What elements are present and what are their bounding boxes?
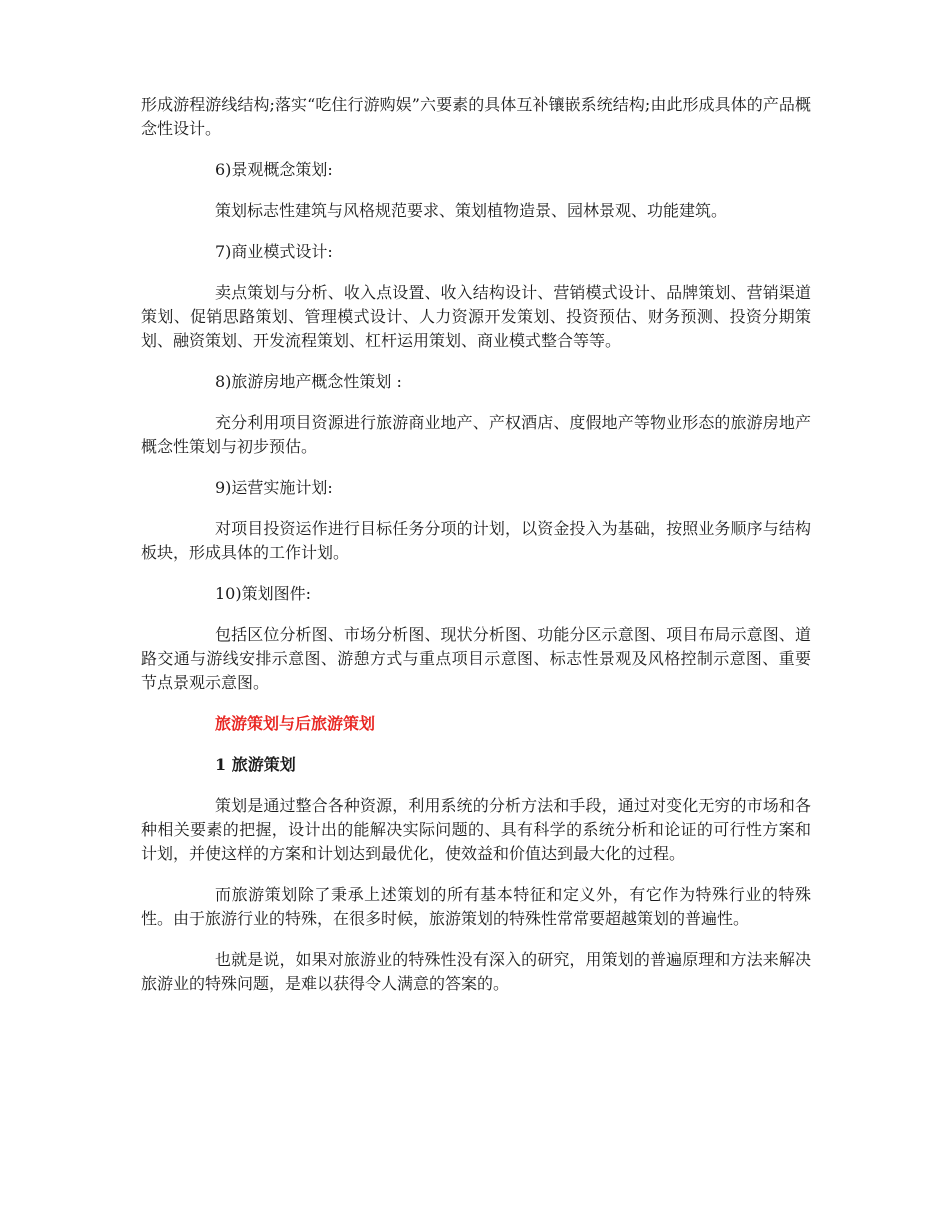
paragraph-tourism-planning: 而旅游策划除了秉承上述策划的所有基本特征和定义外，有它作为特殊行业的特殊性。由于旅游行业的特殊，在很多时候，旅游策划的特殊性常常要超越策划的普遍性。: [141, 885, 811, 928]
paragraph-landscape: 策划标志性建筑与风格规范要求、策划植物造景、园林景观、功能建筑。: [215, 201, 728, 220]
paragraph-planning-definition: 策划是通过整合各种资源，利用系统的分析方法和手段，通过对变化无穷的市场和各种相关要素的把握，设计出的能解决实际问题的、具有科学的系统分析和论证的可行性方案和计划，并使这样的方案和计划达到最优化，使效益和价值达到最大化的过程。: [141, 796, 811, 863]
paragraph-conclusion: 也就是说，如果对旅游业的特殊性没有深入的研究，用策划的普遍原理和方法来解决旅游业的特殊问题，是难以获得令人满意的答案的。: [141, 950, 811, 993]
paragraph-product-concept: 形成游程游线结构;落实“吃住行游购娱”六要素的具体互补镶嵌系统结构;由此形成具体的产品概念性设计。: [141, 95, 811, 138]
item-heading-landscape: 6)景观概念策划:: [215, 160, 333, 179]
subsection-heading: 1 旅游策划: [215, 755, 296, 774]
document-page: [141, 93, 811, 1013]
item-heading-business-model: 7)商业模式设计:: [215, 242, 333, 261]
paragraph-drawings: 包括区位分析图、市场分析图、现状分析图、功能分区示意图、项目布局示意图、道路交通与游线安排示意图、游憩方式与重点项目示意图、标志性景观及风格控制示意图、重要节点景观示意图。: [141, 625, 811, 692]
paragraph-business-model: 卖点策划与分析、收入点设置、收入结构设计、营销模式设计、品牌策划、营销渠道策划、促销思路策划、管理模式设计、人力资源开发策划、投资预估、财务预测、投资分期策划、融资策划、开发流程策划、杠杆运用策划、商业模式整合等等。: [141, 283, 811, 350]
section-heading: 旅游策划与后旅游策划: [215, 714, 376, 733]
item-heading-operation-plan: 9)运营实施计划:: [215, 478, 333, 497]
paragraph-operation-plan: 对项目投资运作进行目标任务分项的计划，以资金投入为基础，按照业务顺序与结构板块，形成具体的工作计划。: [141, 519, 811, 562]
item-heading-real-estate: 8)旅游房地产概念性策划 :: [215, 372, 402, 391]
item-heading-drawings: 10)策划图件:: [215, 584, 311, 603]
paragraph-real-estate: 充分利用项目资源进行旅游商业地产、产权酒店、度假地产等物业形态的旅游房地产概念性策划与初步预估。: [141, 413, 811, 456]
